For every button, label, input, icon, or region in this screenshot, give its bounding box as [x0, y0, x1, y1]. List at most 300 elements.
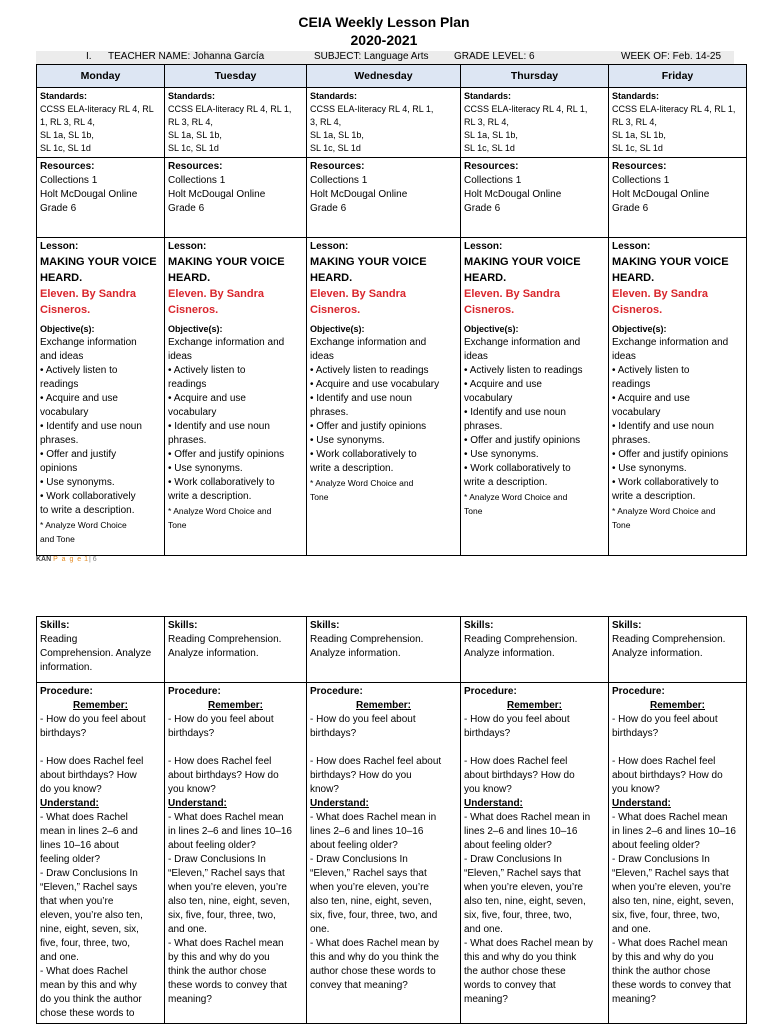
footer-page-word: P a g e	[53, 556, 83, 563]
grade-level: GRADE LEVEL: 6	[454, 51, 535, 62]
page-footer	[36, 556, 97, 563]
analyze-note: * Analyze Word Choice and	[464, 492, 568, 502]
objective-line: phrases.	[310, 407, 349, 418]
skills-line: Reading Comprehension.	[168, 634, 282, 645]
lesson-story: Eleven. By Sandra	[40, 288, 136, 300]
procedure-cell	[37, 683, 165, 1024]
lesson-title: HEARD.	[310, 272, 353, 284]
standards-line: SL 1a, SL 1b,	[612, 130, 666, 140]
objective-line: and ideas	[40, 351, 84, 362]
procedure-line: - How does Rachel feel about	[310, 756, 442, 767]
understand-label: Understand:	[310, 798, 369, 809]
procedure-line: about feeling older?	[168, 840, 256, 851]
objective-line: • Work collaboratively to	[612, 477, 719, 488]
procedure-line: meaning?	[464, 994, 508, 1005]
standards-label: Standards:	[168, 91, 216, 101]
analyze-note: * Analyze Word Choice and	[310, 478, 414, 488]
resource-line: Grade 6	[310, 203, 347, 214]
procedure-label: Procedure:	[310, 686, 363, 697]
footer-page-total: | 6	[89, 556, 97, 563]
objective-line: • Work collaboratively to	[464, 463, 571, 474]
objective-line: phrases.	[464, 421, 503, 432]
procedure-line: nine, eight, seven, six,	[40, 924, 139, 935]
lesson-cell	[37, 238, 165, 556]
spacer	[40, 741, 161, 755]
skills-line: Analyze information.	[612, 648, 703, 659]
procedure-line: these words to convey that	[168, 980, 287, 991]
standards-line: SL 1c, SL 1d	[310, 143, 361, 153]
skills-label: Skills:	[612, 620, 642, 631]
section-number: I.	[86, 51, 92, 62]
procedure-line: - How does Rachel feel	[168, 756, 272, 767]
remember-label: Remember:	[506, 700, 563, 711]
understand-label: Understand:	[168, 798, 227, 809]
standards-line: SL 1c, SL 1d	[168, 143, 219, 153]
understand-label: Understand:	[464, 798, 523, 809]
lesson-title: MAKING YOUR VOICE	[310, 256, 427, 268]
procedure-cell	[307, 683, 461, 1024]
resource-line: Holt McDougal Online	[40, 189, 138, 200]
analyze-note: Tone	[612, 520, 631, 530]
procedure-line: you know?	[464, 784, 512, 795]
objective-line: phrases.	[612, 435, 651, 446]
procedure-line: about birthdays? How	[40, 770, 137, 781]
skills-label: Skills:	[464, 620, 494, 631]
skills-line: Comprehension. Analyze	[40, 648, 152, 659]
objective-line: to write a description.	[40, 505, 135, 516]
resources-label: Resources:	[168, 161, 223, 172]
skills-cell	[307, 617, 461, 683]
resources-label: Resources:	[612, 161, 667, 172]
objective-line: readings	[40, 379, 79, 390]
objectives-label: Objective(s):	[40, 324, 95, 334]
procedure-line: - How do you feel about	[168, 714, 274, 725]
resources-cell	[609, 158, 747, 238]
lesson-story: Eleven. By Sandra	[310, 288, 406, 300]
skills-line: Reading Comprehension.	[310, 634, 424, 645]
lesson-cell	[609, 238, 747, 556]
lesson-cell	[165, 238, 307, 556]
standards-cell	[37, 88, 165, 158]
lesson-story: Cisneros.	[612, 304, 663, 316]
objective-line: opinions	[40, 463, 78, 474]
standards-label: Standards:	[40, 91, 88, 101]
procedure-line: - Draw Conclusions In	[310, 854, 408, 865]
objective-line: Exchange information and	[464, 337, 581, 348]
skills-label: Skills:	[168, 620, 198, 631]
objective-line: • Use synonyms.	[310, 435, 385, 446]
skills-line: Reading	[40, 634, 78, 645]
standards-line: SL 1c, SL 1d	[40, 143, 91, 153]
analyze-note: Tone	[464, 506, 483, 516]
procedure-line: you know?	[168, 784, 216, 795]
objective-line: • Offer and justify	[40, 449, 117, 460]
procedure-line: - What does Rachel	[40, 812, 128, 823]
procedure-line: in lines 2–6 and lines 10–16	[168, 826, 292, 837]
procedure-line: you know?	[612, 784, 660, 795]
procedure-line: know?	[310, 784, 339, 795]
skills-label: Skills:	[310, 620, 340, 631]
standards-cell	[307, 88, 461, 158]
procedure-line: - How does Rachel feel	[40, 756, 144, 767]
lesson-label: Lesson:	[464, 241, 503, 252]
procedure-line: birthdays? How do you	[310, 770, 412, 781]
procedure-line: meaning?	[168, 994, 212, 1005]
procedure-line: “Eleven,” Rachel says that	[168, 868, 285, 879]
skills-cell	[461, 617, 609, 683]
objective-line: ideas	[310, 351, 334, 362]
info-bar	[36, 51, 734, 64]
procedure-line: - What does Rachel mean in	[464, 812, 591, 823]
footer-page-number: 1	[84, 556, 90, 563]
standards-line: SL 1c, SL 1d	[464, 143, 515, 153]
procedure-line: lines 2–6 and lines 10–16	[310, 826, 424, 837]
understand-label: Understand:	[612, 798, 671, 809]
analyze-note: * Analyze Word Choice	[40, 520, 127, 530]
procedure-line: mean by this and why	[40, 980, 137, 991]
remember-label: Remember:	[72, 700, 129, 711]
objectives-label: Objective(s):	[168, 324, 223, 334]
skills-cell	[165, 617, 307, 683]
procedure-line: mean in lines 2–6 and	[40, 826, 138, 837]
standards-line: RL 3, RL 4,	[168, 117, 213, 127]
spacer	[168, 741, 303, 755]
objective-line: ideas	[612, 351, 636, 362]
procedure-line: - What does Rachel	[40, 966, 128, 977]
procedure-line: feeling older?	[40, 854, 101, 865]
resource-line: Collections 1	[612, 175, 670, 186]
skills-line: information.	[40, 662, 93, 673]
procedure-line: and one.	[464, 924, 503, 935]
procedure-line: - How do you feel about	[310, 714, 416, 725]
lesson-cell	[307, 238, 461, 556]
standards-label: Standards:	[612, 91, 660, 101]
objective-line: • Offer and justify opinions	[612, 449, 729, 460]
procedure-line: - How do you feel about	[40, 714, 146, 725]
day-header: Friday	[609, 65, 747, 88]
objective-line: • Acquire and use vocabulary	[310, 379, 440, 390]
lesson-cell	[461, 238, 609, 556]
standards-line: SL 1a, SL 1b,	[168, 130, 222, 140]
procedure-line: six, five, four, three, two,	[464, 910, 572, 921]
resource-line: Grade 6	[168, 203, 205, 214]
skills-line: Reading Comprehension.	[612, 634, 726, 645]
objective-line: vocabulary	[464, 393, 513, 404]
resource-line: Holt McDougal Online	[310, 189, 408, 200]
spacer	[612, 741, 743, 755]
standards-line: CCSS ELA-literacy RL 4, RL 1,	[168, 104, 292, 114]
standards-label: Standards:	[464, 91, 512, 101]
procedure-label: Procedure:	[168, 686, 221, 697]
standards-cell	[165, 88, 307, 158]
procedure-line: - How does Rachel feel	[612, 756, 716, 767]
procedure-line: eleven, you’re also ten,	[40, 910, 143, 921]
resources-cell	[307, 158, 461, 238]
objective-line: Exchange information	[40, 337, 137, 348]
procedure-line: and one.	[612, 924, 651, 935]
procedure-line: chose these words to	[40, 1008, 135, 1019]
procedure-line: birthdays?	[464, 728, 511, 739]
objective-line: phrases.	[40, 435, 79, 446]
procedure-line: - What does Rachel mean	[612, 812, 728, 823]
procedure-line: words to convey that	[464, 980, 556, 991]
resources-cell	[461, 158, 609, 238]
procedure-cell	[461, 683, 609, 1024]
procedure-line: this and why do you think	[464, 952, 577, 963]
remember-label: Remember:	[355, 700, 412, 711]
objective-line: • Identify and use noun	[612, 421, 714, 432]
lesson-title: HEARD.	[464, 272, 507, 284]
lesson-plan-table-bottom	[36, 616, 747, 1024]
objective-line: readings	[612, 379, 651, 390]
procedure-line: about feeling older?	[464, 840, 552, 851]
procedure-line: - What does Rachel mean	[168, 812, 284, 823]
lesson-label: Lesson:	[310, 241, 349, 252]
procedure-line: do you know?	[40, 784, 102, 795]
procedure-line: birthdays?	[612, 728, 659, 739]
procedure-line: in lines 2–6 and lines 10–16	[612, 826, 736, 837]
lesson-label: Lesson:	[40, 241, 79, 252]
procedure-line: when you’re eleven, you’re	[612, 882, 731, 893]
procedure-line: also ten, nine, eight, seven,	[168, 896, 290, 907]
objective-line: • Offer and justify opinions	[168, 449, 285, 460]
procedure-line: about birthdays? How do	[464, 770, 575, 781]
procedure-line: when you’re eleven, you’re	[168, 882, 287, 893]
resources-label: Resources:	[310, 161, 365, 172]
procedure-line: - How do you feel about	[464, 714, 570, 725]
day-header: Wednesday	[307, 65, 461, 88]
procedure-cell	[165, 683, 307, 1024]
procedure-cell	[609, 683, 747, 1024]
lesson-label: Lesson:	[612, 241, 651, 252]
standards-line: SL 1a, SL 1b,	[40, 130, 94, 140]
resource-line: Grade 6	[40, 203, 77, 214]
resource-line: Grade 6	[612, 203, 649, 214]
objective-line: write a description.	[168, 491, 252, 502]
procedure-line: - How does Rachel feel	[464, 756, 568, 767]
skills-line: Analyze information.	[464, 648, 555, 659]
spacer	[464, 741, 605, 755]
procedure-line: these words to convey that	[612, 980, 731, 991]
procedure-line: six, five, four, three, two,	[168, 910, 276, 921]
procedure-line: convey that meaning?	[310, 980, 408, 991]
procedure-line: meaning?	[612, 994, 656, 1005]
objective-line: • Actively listen to readings	[464, 365, 583, 376]
resource-line: Holt McDougal Online	[612, 189, 710, 200]
objective-line: • Acquire and use	[168, 393, 246, 404]
objective-line: vocabulary	[612, 407, 661, 418]
lesson-title: MAKING YOUR VOICE	[168, 256, 285, 268]
standards-line: 3, RL 4,	[310, 117, 342, 127]
lesson-title: HEARD.	[40, 272, 83, 284]
lesson-title: HEARD.	[612, 272, 655, 284]
procedure-line: birthdays?	[168, 728, 215, 739]
standards-cell	[461, 88, 609, 158]
objective-line: write a description.	[464, 477, 548, 488]
standards-line: SL 1a, SL 1b,	[310, 130, 364, 140]
procedure-line: - Draw Conclusions In	[464, 854, 562, 865]
procedure-line: - How do you feel about	[612, 714, 718, 725]
objective-line: • Acquire and use	[464, 379, 542, 390]
procedure-line: about feeling older?	[612, 840, 700, 851]
skills-cell	[37, 617, 165, 683]
lesson-story: Cisneros.	[464, 304, 515, 316]
procedure-line: think the author chose	[168, 966, 267, 977]
objective-line: ideas	[168, 351, 192, 362]
procedure-line: six, five, four, three, two,	[612, 910, 720, 921]
procedure-line: - What does Rachel mean by	[310, 938, 439, 949]
lesson-plan-table-top	[36, 64, 747, 556]
procedure-line: lines 2–6 and lines 10–16	[464, 826, 578, 837]
objective-line: • Use synonyms.	[168, 463, 243, 474]
analyze-note: Tone	[168, 520, 187, 530]
lesson-story: Cisneros.	[40, 304, 91, 316]
standards-line: SL 1a, SL 1b,	[464, 130, 518, 140]
lesson-story: Eleven. By Sandra	[612, 288, 708, 300]
standards-line: CCSS ELA-literacy RL 4, RL	[40, 104, 154, 114]
standards-cell	[609, 88, 747, 158]
resource-line: Holt McDougal Online	[168, 189, 266, 200]
objective-line: write a description.	[310, 463, 394, 474]
objective-line: Exchange information and	[612, 337, 729, 348]
procedure-line: think the author chose	[612, 966, 711, 977]
resource-line: Collections 1	[168, 175, 226, 186]
procedure-line: “Eleven,” Rachel says	[40, 882, 138, 893]
procedure-line: when you’re eleven, you’re	[310, 882, 429, 893]
procedure-label: Procedure:	[40, 686, 93, 697]
resources-cell	[37, 158, 165, 238]
standards-line: CCSS ELA-literacy RL 4, RL 1,	[310, 104, 434, 114]
objective-line: Exchange information and	[310, 337, 427, 348]
analyze-note: and Tone	[40, 534, 75, 544]
procedure-line: one.	[310, 924, 330, 935]
procedure-line: lines 10–16 about	[40, 840, 119, 851]
objective-line: Exchange information and	[168, 337, 285, 348]
objective-line: • Actively listen to	[168, 365, 246, 376]
procedure-line: also ten, nine, eight, seven,	[464, 896, 586, 907]
procedure-label: Procedure:	[612, 686, 665, 697]
resource-line: Grade 6	[464, 203, 501, 214]
objective-line: • Acquire and use	[40, 393, 118, 404]
remember-label: Remember:	[207, 700, 264, 711]
procedure-label: Procedure:	[464, 686, 517, 697]
standards-line: SL 1c, SL 1d	[612, 143, 663, 153]
skills-line: Analyze information.	[310, 648, 401, 659]
resource-line: Collections 1	[40, 175, 98, 186]
standards-line: RL 3, RL 4,	[612, 117, 657, 127]
day-header: Thursday	[461, 65, 609, 88]
school-year: 2020-2021	[350, 32, 418, 48]
procedure-line: also ten, nine, eight, seven,	[310, 896, 432, 907]
standards-line: RL 3, RL 4,	[464, 117, 509, 127]
resources-cell	[165, 158, 307, 238]
analyze-note: * Analyze Word Choice and	[612, 506, 716, 516]
procedure-line: about feeling older?	[310, 840, 398, 851]
procedure-line: - Draw Conclusions In	[168, 854, 266, 865]
day-header: Tuesday	[165, 65, 307, 88]
lesson-story: Eleven. By Sandra	[464, 288, 560, 300]
resources-label: Resources:	[40, 161, 95, 172]
objectives-label: Objective(s):	[612, 324, 667, 334]
objectives-label: Objective(s):	[464, 324, 519, 334]
resources-label: Resources:	[464, 161, 519, 172]
objective-line: • Identify and use noun	[40, 421, 142, 432]
procedure-line: six, five, four, three, two, and	[310, 910, 438, 921]
lesson-label: Lesson:	[168, 241, 207, 252]
procedure-line: the author chose these	[464, 966, 566, 977]
skills-line: Analyze information.	[168, 648, 259, 659]
spacer	[310, 741, 457, 755]
document-title: CEIA Weekly Lesson Plan	[298, 14, 470, 30]
objective-line: • Actively listen to	[612, 365, 690, 376]
objective-line: • Work collaboratively to	[168, 477, 275, 488]
objective-line: • Acquire and use	[612, 393, 690, 404]
standards-label: Standards:	[310, 91, 358, 101]
skills-line: Reading Comprehension.	[464, 634, 578, 645]
objectives-label: Objective(s):	[310, 324, 365, 334]
procedure-line: “Eleven,” Rachel says that	[612, 868, 729, 879]
remember-label: Remember:	[649, 700, 706, 711]
footer-initials: KAN	[36, 556, 52, 563]
objective-line: • Actively listen to readings	[310, 365, 429, 376]
standards-line: 1, RL 3, RL 4,	[40, 117, 95, 127]
standards-line: CCSS ELA-literacy RL 4, RL 1,	[612, 104, 736, 114]
objective-line: • Use synonyms.	[612, 463, 687, 474]
procedure-line: this and why do you think the	[310, 952, 439, 963]
procedure-line: birthdays?	[310, 728, 357, 739]
procedure-line: that when you’re	[40, 896, 114, 907]
lesson-title: MAKING YOUR VOICE	[40, 256, 157, 268]
resource-line: Collections 1	[310, 175, 368, 186]
procedure-line: about birthdays? How do	[612, 770, 723, 781]
lesson-story: Cisneros.	[310, 304, 361, 316]
procedure-line: do you think the author	[40, 994, 142, 1005]
objective-line: vocabulary	[168, 407, 217, 418]
understand-label: Understand:	[40, 798, 99, 809]
objective-line: • Identify and use noun	[310, 393, 412, 404]
standards-line: CCSS ELA-literacy RL 4, RL 1,	[464, 104, 588, 114]
resource-line: Collections 1	[464, 175, 522, 186]
objective-line: • Identify and use noun	[464, 407, 566, 418]
objective-line: ideas	[464, 351, 488, 362]
lesson-title: MAKING YOUR VOICE	[612, 256, 729, 268]
skills-cell	[609, 617, 747, 683]
lesson-story: Cisneros.	[168, 304, 219, 316]
objective-line: • Identify and use noun	[168, 421, 270, 432]
objective-line: • Work collaboratively to	[310, 449, 417, 460]
lesson-story: Eleven. By Sandra	[168, 288, 264, 300]
teacher-name: TEACHER NAME: Johanna García	[108, 51, 265, 62]
objective-line: readings	[168, 379, 207, 390]
procedure-line: and one.	[168, 924, 207, 935]
procedure-line: birthdays?	[40, 728, 87, 739]
objective-line: vocabulary	[40, 407, 89, 418]
procedure-line: by this and why do you	[168, 952, 270, 963]
objective-line: • Actively listen to	[40, 365, 118, 376]
procedure-line: - Draw Conclusions In	[40, 868, 138, 879]
procedure-line: author chose these words to	[310, 966, 436, 977]
procedure-line: about birthdays? How do	[168, 770, 279, 781]
procedure-line: by this and why do you	[612, 952, 714, 963]
procedure-line: and one.	[40, 952, 79, 963]
objective-line: • Use synonyms.	[40, 477, 115, 488]
procedure-line: when you’re eleven, you’re	[464, 882, 583, 893]
lesson-title: MAKING YOUR VOICE	[464, 256, 581, 268]
objective-line: phrases.	[168, 435, 207, 446]
lesson-title: HEARD.	[168, 272, 211, 284]
analyze-note: Tone	[310, 492, 329, 502]
procedure-line: - What does Rachel mean	[612, 938, 728, 949]
